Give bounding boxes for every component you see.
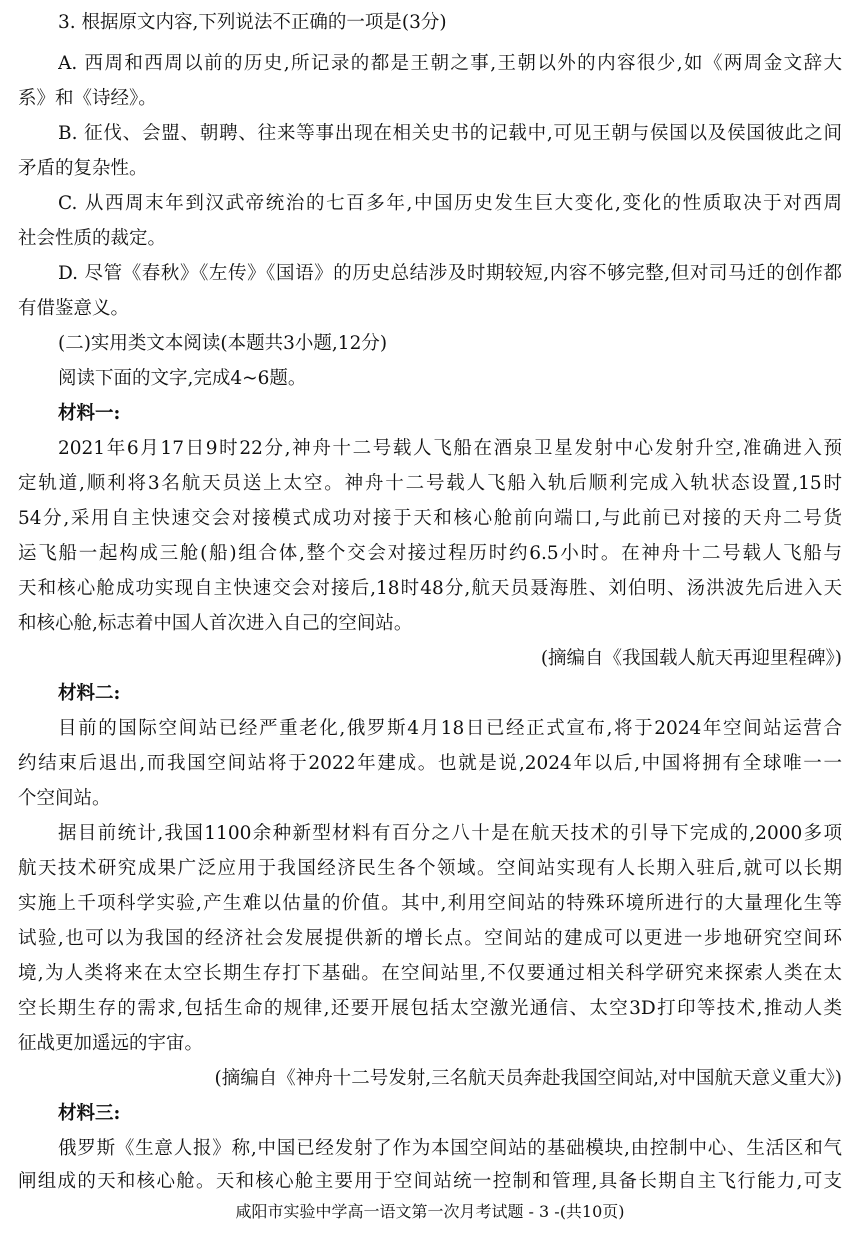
material-1-line-1: 2021年6月17日9时22分,神舟十二号载人飞船在酒泉卫星发射中心发射升空,准确进入预 (58, 438, 842, 459)
option-a-line-1: A. 西周和西周以前的历史,所记录的都是王朝之事,王朝以外的内容很少,如《两周金文辞大 (58, 53, 842, 74)
option-c-line-2: 社会性质的裁定。 (18, 228, 167, 249)
option-b-line-1: B. 征伐、会盟、朝聘、往来等事出现在相关史书的记载中,可见王朝与侯国以及侯国彼此之间 (58, 123, 842, 144)
material-1-line-2: 定轨道,顺利将3名航天员送上太空。神舟十二号载人飞船入轨后顺利完成入轨状态设置,15时 (18, 473, 842, 494)
material-2-line-9: 空长期生存的需求,包括生命的规律,还要开展包括太空激光通信、太空3D打印等技术,推动人类 (18, 998, 842, 1019)
material-1-line-4: 运飞船一起构成三舱(船)组合体,整个交会对接过程历时约6.5小时。在神舟十二号载人飞船与 (18, 543, 842, 564)
material-1-line-5: 天和核心舱成功实现自主快速交会对接后,18时48分,航天员聂海胜、刘伯明、汤洪波先后进入天 (18, 578, 842, 599)
option-c-line-1: C. 从西周末年到汉武帝统治的七百多年,中国历史发生巨大变化,变化的性质取决于对西周 (58, 193, 842, 214)
material-2-line-6: 实施上千项科学实验,产生难以估量的价值。其中,利用空间站的特殊环境所进行的大量理化生等 (18, 893, 842, 914)
material-2-line-5: 航天技术研究成果广泛应用于我国经济民生各个领域。空间站实现有人长期入驻后,就可以长期 (18, 858, 842, 879)
option-d-line-1: D. 尽管《春秋》《左传》《国语》的历史总结涉及时期较短,内容不够完整,但对司马迁的创作都 (58, 263, 842, 284)
material-2-line-4: 据目前统计,我国1100余种新型材料有百分之八十是在航天技术的引导下完成的,2000多项 (58, 823, 842, 844)
material-1-source: (摘编自《我国载人航天再迎里程碑》) (540, 648, 842, 669)
material-2-source: (摘编自《神舟十二号发射,三名航天员奔赴我国空间站,对中国航天意义重大》) (214, 1068, 842, 1089)
option-a-line-2: 系》和《诗经》。 (18, 88, 157, 109)
page-footer: 咸阳市实验中学高一语文第一次月考试题 - 3 -(共10页) (235, 1202, 625, 1221)
question-3-stem: 3. 根据原文内容,下列说法不正确的一项是(3分) (58, 12, 447, 33)
material-3-line-1: 俄罗斯《生意人报》称,中国已经发射了作为本国空间站的基础模块,由控制中心、生活区和气 (58, 1138, 842, 1159)
material-2-line-7: 试验,也可以为我国的经济社会发展提供新的增长点。空间站的建成可以更进一步地研究空间环 (18, 928, 842, 949)
option-d-line-2: 有借鉴意义。 (18, 298, 130, 319)
material-2-line-2: 约结束后退出,而我国空间站将于2022年建成。也就是说,2024年以后,中国将拥有全球唯一一 (18, 753, 842, 774)
material-1-label: 材料一: (58, 403, 121, 424)
material-2-line-1: 目前的国际空间站已经严重老化,俄罗斯4月18日已经正式宣布,将于2024年空间站运营合 (58, 718, 842, 739)
material-2-line-8: 境,为人类将来在太空长期生存打下基础。在空间站里,不仅要通过相关科学研究来探索人类在太 (18, 963, 842, 984)
material-2-label: 材料二: (58, 683, 121, 704)
material-3-label: 材料三: (58, 1103, 121, 1124)
section-heading: (二)实用类文本阅读(本题共3小题,12分) (58, 333, 388, 354)
section-instruction: 阅读下面的文字,完成4~6题。 (58, 368, 307, 389)
material-1-line-6: 和核心舱,标志着中国人首次进入自己的空间站。 (18, 613, 413, 634)
material-3-line-2: 闸组成的天和核心舱。天和核心舱主要用于空间站统一控制和管理,具备长期自主飞行能力,可支 (18, 1171, 842, 1192)
material-2-line-3: 个空间站。 (18, 788, 111, 809)
option-b-line-2: 矛盾的复杂性。 (18, 158, 148, 179)
material-1-line-3: 54分,采用自主快速交会对接模式成功对接于天和核心舱前向端口,与此前已对接的天舟二号货 (18, 508, 842, 529)
material-2-line-10: 征战更加遥远的宇宙。 (18, 1033, 204, 1054)
